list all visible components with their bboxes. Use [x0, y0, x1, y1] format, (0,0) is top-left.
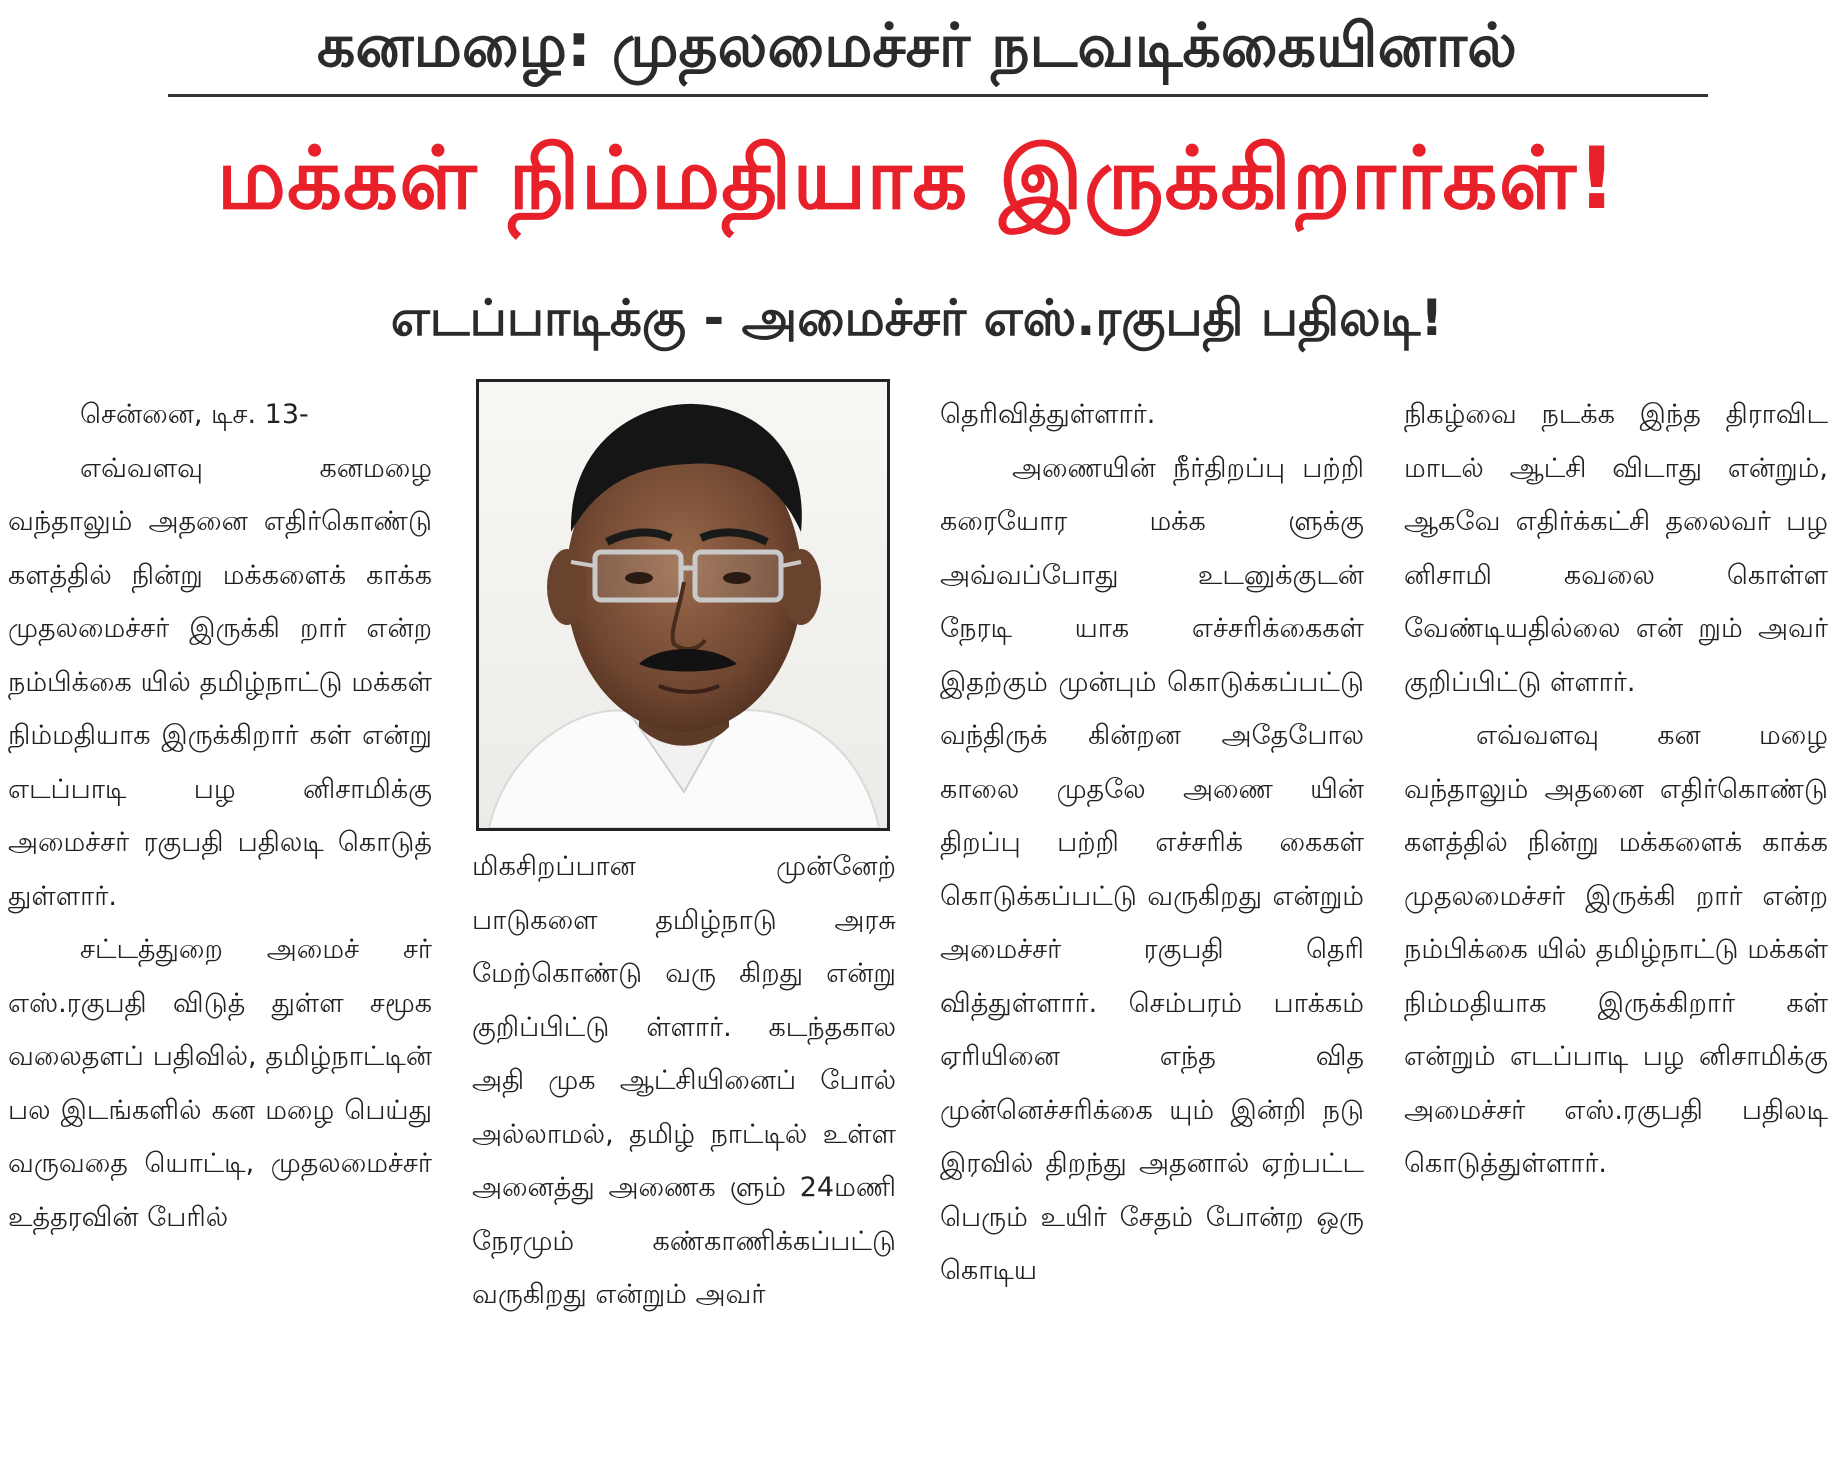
paragraph: நிகழ்வை நடக்க இந்த திராவிட மாடல் ஆட்சி விடாது என்றும், ஆகவே எதிர்க்கட்சி தலைவர் பழ னிசாமி கவலை கொள்ள வேண்டியதில்லை என் றும் அவர் குறிப்பிட்டு ள்ளார். — [1404, 399, 1828, 698]
paragraph: எவ்வளவு கன மழை வந்தாலும் அதனை எதிர்கொண்டு களத்தில் நின்று மக்களைக் காக்க முதலமைச்சர் இருக்கி றார் என்ற நம்பிக்கை யில் தமிழ்நாட்டு மக்கள் நிம்மதியாக இருக்கிறார் கள் என்றும் எடப்பாடி பழ னிசாமிக்கு அமைச்சர் எஸ்.ரகுபதி பதிலடி கொடுத்துள்ளார். — [1404, 720, 1828, 1179]
paragraph: அணையின் நீர்திறப்பு பற்றி கரையோர மக்க ளுக்கு அவ்வப்போது உடனுக்குடன் நேரடி யாக எச்சரிக்கைகள் இதற்கும் முன்பும் கொடுக்கப்பட்டு வந்திருக் கின்றன அதேபோல காலை முதலே அணை யின் திறப்பு பற்றி எச்சரிக் கைகள் கொடுக்கப்பட்டு வருகிறது என்றும் அமைச்சர் ரகுபதி தெரி வித்துள்ளார். செம்பரம் பாக்கம் ஏரியினை எந்த வித முன்னெச்சரிக்கை யும் இன்றி நடு இரவில் திறந்து அதனால் ஏற்பட்ட பெரும் உயிர் சேதம் போன்ற ஒரு கொடிய — [940, 452, 1364, 1286]
kicker-rule — [168, 94, 1708, 97]
kicker: கனமழை: முதலமைச்சர் நடவடிக்கையினால் — [317, 11, 1517, 81]
paragraph: மிகசிறப்பான முன்னேற் பாடுகளை தமிழ்நாடு அரசு மேற்கொண்டு வரு கிறது என்று குறிப்பிட்டு ள்ளார். கடந்தகால அதி முக ஆட்சியினைப் போல் அல்லாமல், தமிழ் நாட்டில் உள்ள அனைத்து அணைக ளும் 24மணி நேரமும் கண்காணிக்கப்பட்டு வருகிறது என்றும் அவர் — [472, 851, 896, 1310]
article-column-2 — [472, 840, 896, 1480]
headline: மக்கள் நிம்மதியாக இருக்கிறார்கள்! — [216, 129, 1618, 229]
dateline: சென்னை, டிச. 13- — [80, 399, 309, 430]
minister-photo — [476, 379, 890, 831]
article-column-1 — [8, 388, 432, 1478]
article-column-3 — [940, 388, 1364, 1478]
paragraph: தெரிவித்துள்ளார். — [940, 399, 1156, 430]
article-column-4 — [1404, 388, 1828, 1478]
paragraph: சட்டத்துறை அமைச் சர் எஸ்.ரகுபதி விடுத் துள்ள சமூக வலைதளப் பதிவில், தமிழ்நாட்டின் பல இடங்களில் கன மழை பெய்து வருவதை யொட்டி, முதலமைச்சர் உத்தரவின் பேரில் — [8, 934, 432, 1233]
paragraph: எவ்வளவு கனமழை வந்தாலும் அதனை எதிர்கொண்டு களத்தில் நின்று மக்களைக் காக்க முதலமைச்சர் இருக்கி றார் என்ற நம்பிக்கை யில் தமிழ்நாட்டு மக்கள் நிம்மதியாக இருக்கிறார் கள் என்று எடப்பாடி பழ னிசாமிக்கு அமைச்சர் ரகுபதி பதிலடி கொடுத் துள்ளார். — [8, 452, 432, 912]
subhead: எடப்பாடிக்கு - அமைச்சர் எஸ்.ரகுபதி பதிலடி! — [390, 289, 1444, 347]
